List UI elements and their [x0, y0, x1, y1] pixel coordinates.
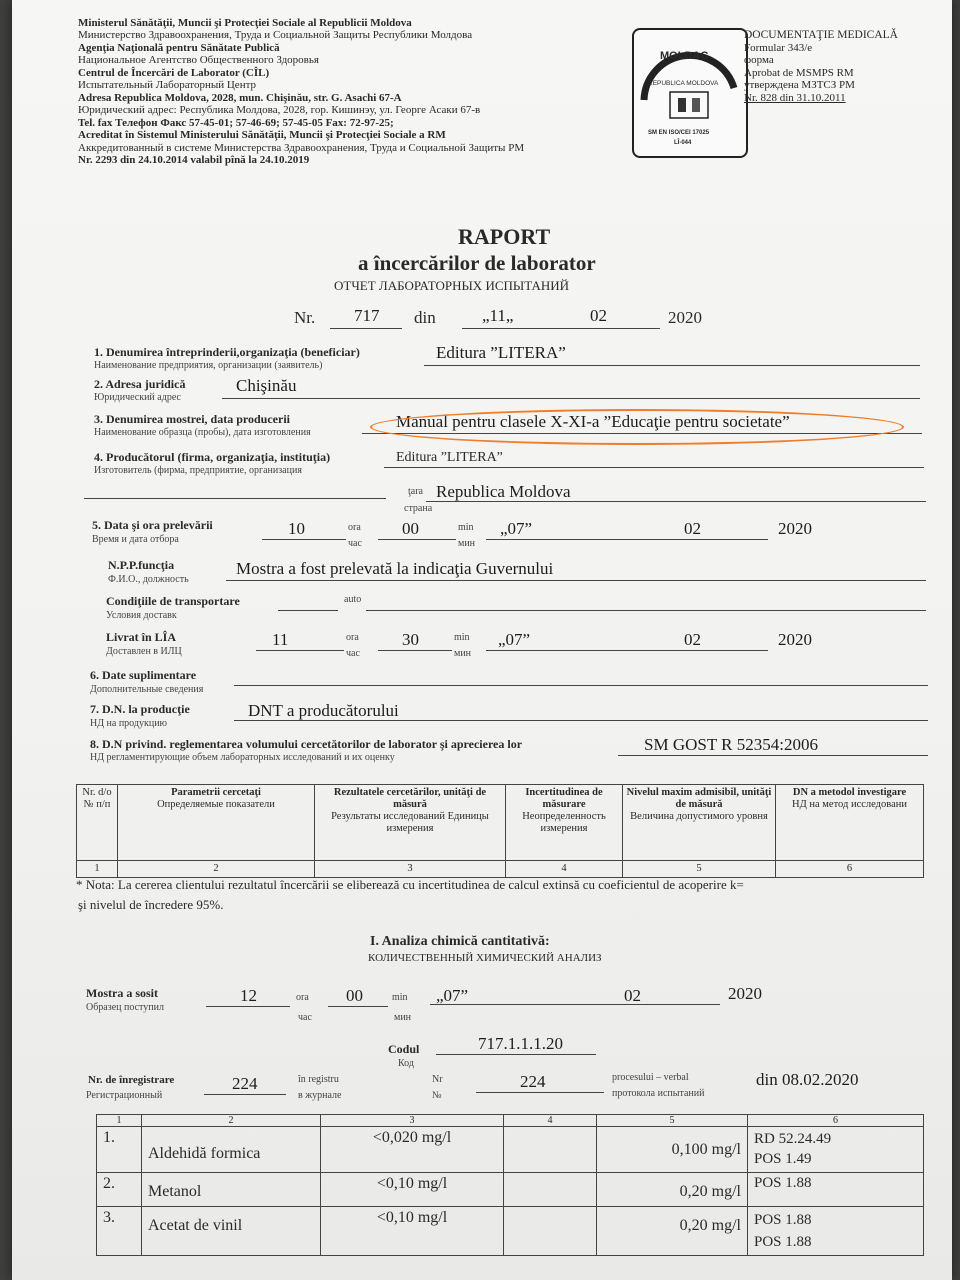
header-ro: Parametrii cercetaţi: [171, 787, 261, 798]
table-cell: 3: [315, 861, 506, 878]
report-subtitle: a încercărilor de laborator: [358, 251, 596, 275]
delivered-hour: 11: [272, 630, 289, 649]
report-day: „11„: [482, 306, 514, 325]
field-2-value: Chişinău: [236, 376, 297, 395]
arrived-month: 02: [624, 986, 641, 1005]
registration-label-ru: Регистрационный: [86, 1090, 163, 1101]
lab-parameters-table: [76, 784, 924, 878]
transport-label: Condiţiile de transportare: [106, 594, 240, 608]
delivered-day: „07”: [498, 630, 531, 649]
row-method: [748, 1207, 924, 1256]
row-number: 1.: [97, 1127, 142, 1173]
header-ro: Rezultatele cercetărilor, unităţi de măsură: [333, 787, 487, 810]
protocol-number: 224: [520, 1072, 546, 1091]
minute-label-ru: мин: [458, 538, 476, 549]
row-number: 3.: [97, 1207, 142, 1256]
delivered-label-ru: Доставлен в ИЛЦ: [106, 646, 182, 657]
header-line: Acreditat în Sistemul Ministerului Sănătăţii, Muncii şi Protecţiei Sociale a RM: [78, 129, 446, 141]
document-page: [12, 0, 952, 1280]
delivered-year: 2020: [778, 630, 812, 649]
minute-label-ru: мин: [454, 648, 472, 659]
hour-label: ora: [346, 632, 359, 643]
arrived-hour: 12: [240, 986, 257, 1005]
table-header-cell: [506, 785, 623, 861]
table-header-row: [77, 785, 924, 861]
table-cell: 5: [623, 861, 776, 878]
note-line-2: şi nivelul de încredere 95%.: [78, 897, 224, 912]
registration-label: Nr. de înregistrare: [88, 1074, 175, 1086]
report-title-ru: ОТЧЕТ ЛАБОРАТОРНЫХ ИСПЫТАНИЙ: [334, 278, 570, 293]
row-number: 2.: [97, 1173, 142, 1207]
protocol-label-ru: протокола испытаний: [612, 1088, 705, 1099]
field-2-label: 2. Adresa juridică: [94, 377, 186, 391]
report-din-label: din: [414, 308, 436, 327]
header-ro: Nr. d/o: [82, 787, 112, 798]
number-label-ru: №: [432, 1090, 442, 1101]
arrived-minute: 00: [346, 986, 363, 1005]
hour-label-ru: час: [298, 1012, 312, 1023]
delivered-minute: 30: [402, 630, 419, 649]
row-uncertainty: [504, 1207, 597, 1256]
country-value: Republica Moldova: [436, 482, 571, 501]
header-right-line: Formular 343/e: [744, 42, 813, 54]
header-ru: Величина допустимого уровня: [630, 811, 768, 822]
table-cell: 1: [77, 861, 118, 878]
method-line: POS 1.88: [754, 1212, 812, 1228]
results-table: [96, 1114, 924, 1256]
table-cell: 4: [506, 861, 623, 878]
table-header-cell: [623, 785, 776, 861]
logo-standard-text: SM EN ISO/CEI 17025: [648, 130, 710, 136]
header-line: Adresa Republica Moldova, 2028, mun. Chişinău, str. G. Asachi 67-A: [78, 92, 402, 104]
report-nr-label: Nr.: [294, 308, 316, 327]
field-7-label: 7. D.N. la producţie: [90, 702, 190, 716]
header-right-line: форма: [744, 54, 774, 66]
header-line: Nr. 2293 din 24.10.2014 valabil pînă la 24.10.2019: [78, 154, 310, 166]
row-parameter: Metanol: [142, 1173, 321, 1207]
method-line: POS 1.88: [754, 1234, 812, 1250]
section-title: I. Analiza chimică cantitativă:: [370, 934, 550, 949]
sample-hour: 10: [288, 519, 305, 538]
header-ro: DN a metodol investigare: [792, 787, 907, 798]
table-header-cell: [77, 785, 118, 861]
header-line: Национальное Агентство Общественного Здоровья: [78, 54, 319, 66]
row-parameter: Acetat de vinil: [142, 1207, 321, 1256]
field-1-value: Editura ”LITERA”: [436, 343, 566, 362]
header-line: Аккредитованный в системе Министерства Здравоохранения, Труда и Социальной Защиты РМ: [78, 142, 525, 154]
field-5-label: 5. Data şi ora prelevării: [92, 518, 213, 532]
header-ru: НД на метод исследовани: [792, 799, 907, 810]
table-cell: 4: [504, 1115, 597, 1127]
minute-label: min: [458, 522, 474, 533]
npp-value: Mostra a fost prelevată la indicaţia Guvernului: [236, 559, 554, 578]
delivered-month: 02: [684, 630, 701, 649]
row-uncertainty: [504, 1127, 597, 1173]
protocol-date: din 08.02.2020: [756, 1070, 859, 1089]
header-line: Юридический адрес: Республика Молдова, 2028, гор. Кишинэу, ул. Георге Асаки 67-в: [78, 104, 481, 116]
field-5-label-ru: Время и дата отбора: [92, 534, 179, 545]
sample-year: 2020: [778, 519, 812, 538]
minute-label: min: [392, 992, 408, 1003]
transport-label-ru: Условия доставк: [106, 610, 177, 621]
moldac-emblem-icon: [634, 30, 746, 156]
field-6-label-ru: Дополнительные сведения: [90, 684, 204, 695]
field-3-value: Manual pentru clasele X-XI-a ”Educaţie pentru societate”: [396, 412, 790, 431]
sample-arrived-label: Mostra a sosit: [86, 986, 158, 1000]
table-row: [97, 1207, 924, 1256]
header-line: Agenţia Naţională pentru Sănătate Publică: [78, 42, 280, 54]
code-value: 717.1.1.1.20: [478, 1034, 563, 1053]
field-4-label: 4. Producătorul (firma, organizaţia, instituţia): [94, 450, 331, 464]
header-line: Centrul de Încercări de Laborator (CÎL): [78, 67, 270, 79]
highlight-oval: [370, 409, 904, 445]
field-8-label: 8. D.N privind. reglementarea volumului cercetătorilor de laborator şi aprecierea lor: [90, 737, 523, 751]
moldac-accreditation-logo: [632, 28, 748, 158]
header-right-line: Aprobat de MSMPS RM: [744, 67, 854, 79]
table-row: [97, 1127, 924, 1173]
row-result: <0,10 mg/l: [321, 1173, 504, 1207]
header-ru: Определяемые показатели: [157, 799, 275, 810]
sample-month: 02: [684, 519, 701, 538]
results-number-row: [97, 1115, 924, 1127]
logo-middle-text: REPUBLICA MOLDOVA: [648, 80, 719, 87]
table-cell: 2: [142, 1115, 321, 1127]
header-line: Испытательный Лабораторный Центр: [78, 79, 257, 91]
hour-label: ora: [296, 992, 309, 1003]
code-label: Codul: [388, 1042, 420, 1056]
row-max: 0,20 mg/l: [597, 1207, 748, 1256]
country-label: ţara: [408, 486, 423, 497]
row-parameter: Aldehidă formica: [142, 1127, 321, 1173]
sample-minute: 00: [402, 519, 419, 538]
registry-label-ru: в журнале: [298, 1090, 342, 1101]
registration-value: 224: [232, 1074, 258, 1093]
table-cell: 6: [776, 861, 924, 878]
code-label-ru: Код: [398, 1058, 414, 1069]
field-7-label-ru: НД на продукцию: [90, 718, 168, 729]
row-max: 0,20 mg/l: [597, 1173, 748, 1207]
minute-label-ru: мин: [394, 1012, 412, 1023]
report-nr-value: 717: [354, 306, 380, 325]
field-6-label: 6. Date suplimentare: [90, 668, 197, 682]
field-3-label: 3. Denumirea mostrei, data producerii: [94, 412, 290, 426]
field-4-label-ru: Изготовитель (фирма, предприятие, организация: [94, 465, 302, 476]
header-right-line: утверждена МЗТСЗ РМ: [744, 79, 855, 91]
header-ro: Nivelul maxim admisibil, unităţi de măsură: [626, 787, 772, 810]
minute-label: min: [454, 632, 470, 643]
table-cell: 6: [748, 1115, 924, 1127]
table-header-cell: [315, 785, 506, 861]
hour-label-ru: час: [346, 648, 360, 659]
header-right-line: DOCUMENTAŢIE MEDICALĂ: [744, 29, 898, 41]
field-8-value: SM GOST R 52354:2006: [644, 735, 818, 754]
method-line: RD 52.24.49: [754, 1131, 832, 1147]
table-cell: 3: [321, 1115, 504, 1127]
logo-code-text: LÎ-044: [674, 140, 692, 146]
row-method: [748, 1127, 924, 1173]
table-number-row: [77, 861, 924, 878]
header-line: Tel. fax Телефон Факс 57-45-01; 57-46-69; 57-45-05 Fax: 72-97-25;: [78, 117, 394, 129]
row-uncertainty: [504, 1173, 597, 1207]
hour-label-ru: час: [348, 538, 362, 549]
sample-arrived-label-ru: Образец поступил: [86, 1002, 164, 1013]
header-line: Министерство Здравоохранения, Труда и Социальной Защиты Республики Молдова: [78, 29, 473, 41]
number-label: Nr: [432, 1074, 443, 1085]
report-title: RAPORT: [458, 224, 551, 249]
transport-value: auto: [344, 594, 362, 605]
header-ro: Incertitudinea de măsurare: [525, 787, 603, 810]
row-method: POS 1.88: [748, 1173, 924, 1207]
delivered-label: Livrat în LÎA: [106, 630, 177, 644]
protocol-label: procesului – verbal: [612, 1072, 689, 1083]
country-label-ru: страна: [404, 503, 433, 514]
header-right-line: Nr. 828 din 31.10.2011: [744, 92, 846, 104]
field-2-label-ru: Юридический адрес: [94, 392, 181, 403]
npp-label: N.P.P.funcţia: [108, 558, 175, 572]
table-cell: 5: [597, 1115, 748, 1127]
header-ru: Неопределенность измерения: [522, 811, 606, 834]
table-cell: 1: [97, 1115, 142, 1127]
table-row: [97, 1173, 924, 1207]
field-1-label: 1. Denumirea întreprinderii,organizaţia (beneficiar): [94, 345, 360, 359]
field-3-label-ru: Наименование образца (пробы), дата изготовления: [94, 427, 311, 438]
section-title-ru: КОЛИЧЕСТВЕННЫЙ ХИМИЧЕСКИЙ АНАЛИЗ: [368, 952, 602, 964]
method-line: POS 1.49: [754, 1151, 812, 1167]
arrived-year: 2020: [728, 984, 762, 1003]
header-ru: Результаты исследований Единицы измерения: [331, 811, 489, 834]
field-8-label-ru: НД регламентирующие объем лабораторных исследований и их оценку: [90, 752, 395, 763]
row-result: <0,10 mg/l: [321, 1207, 504, 1256]
field-7-value: DNT a producătorului: [248, 701, 399, 720]
table-cell: 2: [118, 861, 315, 878]
field-4-value: Editura ”LITERA”: [396, 450, 503, 465]
registry-label: în registru: [298, 1074, 339, 1085]
hour-label: ora: [348, 522, 361, 533]
sample-day: „07”: [500, 519, 533, 538]
logo-top-text: MOLDAC: [660, 50, 709, 62]
row-result: <0,020 mg/l: [321, 1127, 504, 1173]
header-ru: № п/п: [83, 799, 111, 810]
report-year: 2020: [668, 308, 702, 327]
npp-label-ru: Ф.И.О., должность: [108, 574, 189, 585]
table-header-cell: [118, 785, 315, 861]
field-1-label-ru: Наименование предприятия, организации (заявитель): [94, 360, 323, 371]
header-line: Ministerul Sănătăţii, Muncii şi Protecţiei Sociale al Republicii Moldova: [78, 17, 412, 29]
row-max: 0,100 mg/l: [597, 1127, 748, 1173]
table-header-cell: [776, 785, 924, 861]
note-line-1: * Nota: La cererea clientului rezultatul încercării se eliberează cu incertitudinea de calcul extinsă cu coeficientul de acoperire k=: [76, 877, 744, 892]
arrived-day: „07”: [436, 986, 469, 1005]
report-month: 02: [590, 306, 607, 325]
